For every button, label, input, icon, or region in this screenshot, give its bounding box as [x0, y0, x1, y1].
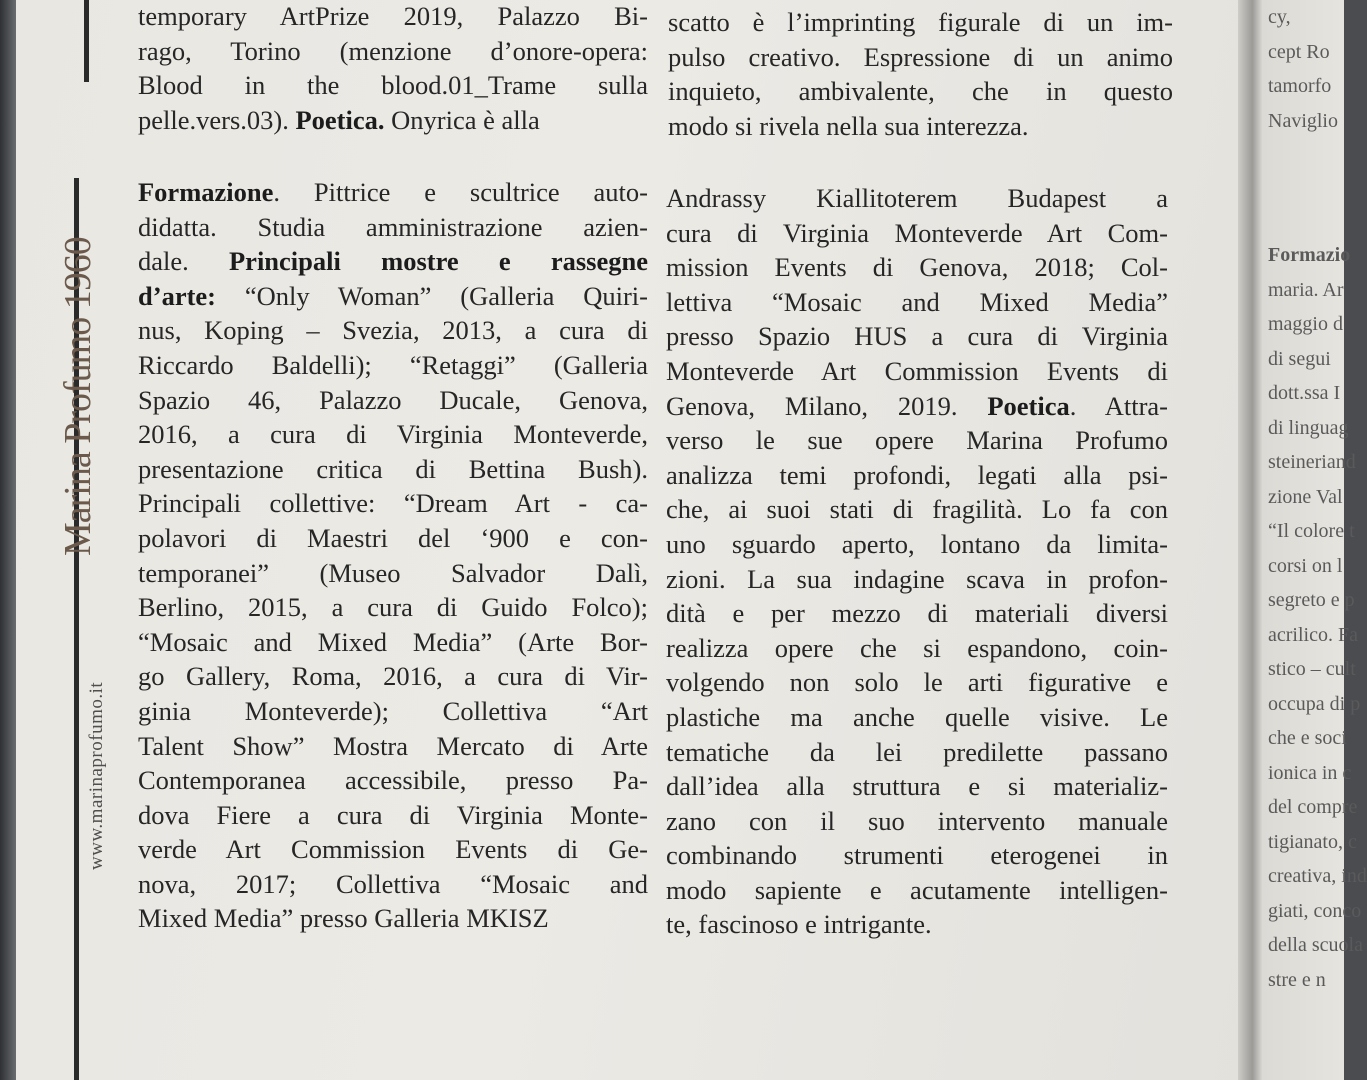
next-page-line: di segui — [1268, 347, 1331, 370]
text-line — [138, 175, 648, 210]
line-text: Talent Show” Mostra Mercato di Arte — [138, 730, 648, 761]
text-line — [666, 596, 1168, 631]
text-line — [666, 250, 1168, 285]
line-text: inquieto, ambivalente, che in questo — [668, 76, 1173, 107]
text-line — [666, 319, 1168, 354]
line-text: tematiche da lei predilette passano — [666, 736, 1168, 767]
next-page-line: dott.ssa I — [1268, 382, 1341, 404]
line-text: “Only Woman” (Galleria Quiri- — [216, 280, 648, 311]
line-text: dova Fiere a cura di Virginia Monte- — [138, 799, 648, 830]
line-text: nova, 2017; Collettiva “Mosaic and — [138, 868, 648, 899]
line-text: presso Spazio HUS a cura di Virginia — [666, 321, 1168, 352]
next-page-line: cy, — [1268, 6, 1291, 28]
line-text: . Pittrice e scultrice auto- — [273, 177, 648, 207]
line-text: Spazio 46, Palazzo Ducale, Genova, — [138, 384, 648, 415]
next-page-line: giati, conco — [1268, 899, 1362, 922]
line-text: . Attra- — [1069, 390, 1168, 421]
text-line — [138, 417, 648, 452]
line-text: ginia Monteverde); Collettiva “Art — [138, 695, 648, 726]
magazine-page — [16, 0, 1252, 1080]
next-page-column — [1268, 0, 1367, 997]
next-page-line: Formazio — [1268, 244, 1351, 266]
text-line — [138, 103, 648, 138]
text-line — [138, 694, 648, 729]
text-line — [666, 804, 1168, 839]
next-page-line: ionica in c — [1268, 761, 1352, 784]
column-left-top — [138, 0, 648, 137]
website-vertical: www.marinaprofumo.it — [86, 681, 107, 870]
line-text: volgendo non solo le arti figurative e — [666, 667, 1168, 698]
line-text: verso le sue opere Marina Profumo — [666, 425, 1168, 456]
line-text: dale. — [138, 246, 229, 277]
next-page-edge — [1262, 0, 1367, 1080]
text-line — [666, 216, 1168, 251]
text-line — [138, 34, 648, 69]
text-line — [138, 313, 648, 348]
birth-year: 1960 — [57, 237, 99, 310]
next-page-line: maggio d — [1268, 313, 1343, 335]
column-right-top — [668, 5, 1173, 143]
text-line — [138, 348, 648, 383]
line-text: nus, Koping – Svezia, 2013, a cura di — [138, 315, 648, 346]
line-text: analizza temi profondi, legati alla psi- — [666, 459, 1168, 490]
text-line — [668, 5, 1173, 40]
line-text: polavori di Maestri del ‘900 e con- — [138, 522, 648, 553]
text-line — [666, 285, 1168, 320]
text-line — [138, 383, 648, 418]
next-page-line: Naviglio — [1268, 109, 1338, 132]
bold-heading: Poetica. — [295, 104, 385, 135]
line-text: Andrassy Kiallitoterem Budapest a — [666, 183, 1168, 213]
column-left-main — [138, 175, 648, 936]
line-text: combinando strumenti eterogenei in — [666, 840, 1168, 871]
text-line — [666, 389, 1168, 424]
next-page-line: cept Ro — [1268, 40, 1330, 63]
next-page-line: maria. Ar — [1268, 278, 1344, 301]
text-line — [138, 763, 648, 798]
line-text: scatto è l’imprinting figurale di un im- — [668, 7, 1173, 37]
line-text: didatta. Studia amministrazione azien- — [138, 211, 648, 242]
artist-name: Marina Profumo — [57, 317, 99, 556]
bold-heading: Formazione — [138, 177, 274, 207]
line-text: che, ai suoi stati di fragilità. Lo fa con — [666, 494, 1168, 525]
line-text: zano con il suo intervento manuale — [666, 805, 1168, 836]
text-line — [666, 735, 1168, 770]
text-line — [666, 492, 1168, 527]
text-line — [666, 907, 1168, 942]
text-line — [666, 527, 1168, 562]
line-text: modo sapiente e acutamente intelligen- — [666, 874, 1168, 905]
line-text: temporary ArtPrize 2019, Palazzo Bi- — [138, 1, 648, 31]
text-line — [138, 521, 648, 556]
text-line — [138, 659, 648, 694]
text-line — [666, 631, 1168, 666]
line-text: cura di Virginia Monteverde Art Com- — [666, 217, 1168, 248]
line-text: verde Art Commission Events di Ge- — [138, 834, 648, 865]
bold-heading: d’arte: — [138, 280, 216, 311]
line-text: Contemporanea accessibile, presso Pa- — [138, 765, 648, 796]
line-text: pelle.vers.03). — [138, 104, 296, 135]
text-line — [668, 40, 1173, 75]
line-text: te, fascinoso e intrigante. — [666, 909, 932, 940]
next-page-line: tigianato, c — [1268, 830, 1357, 853]
next-page-line: del compre — [1268, 796, 1358, 818]
next-page-line: steineriand — [1268, 451, 1356, 473]
line-text: dall’idea alla struttura e si materializ- — [666, 771, 1168, 802]
text-line — [666, 838, 1168, 873]
line-text: Genova, Milano, 2019. — [666, 390, 988, 421]
next-page-line: “Il colore t — [1268, 520, 1355, 542]
line-text: dità e per mezzo di materiali diversi — [666, 598, 1168, 629]
text-line — [138, 244, 648, 279]
line-text: Onyrica è alla — [384, 104, 540, 135]
artist-name-vertical — [56, 237, 100, 556]
text-line — [138, 625, 648, 660]
next-page-line: acrilico. Fa — [1268, 623, 1358, 646]
text-line — [138, 556, 648, 591]
line-text: realizza opere che si espandono, coin- — [666, 632, 1168, 663]
text-line — [666, 873, 1168, 908]
text-line — [138, 452, 648, 487]
line-text: Blood in the blood.01_Trame sulla — [138, 70, 648, 101]
text-line — [666, 700, 1168, 735]
text-line — [666, 423, 1168, 458]
next-page-line: corsi on l — [1268, 554, 1343, 577]
next-page-line: che e soci — [1268, 727, 1347, 749]
line-text: lettiva “Mosaic and Mixed Media” — [666, 286, 1168, 317]
next-page-line: stre e n — [1268, 968, 1326, 991]
next-page-gap — [1268, 138, 1358, 238]
bold-heading: Principali mostre e rassegne — [229, 246, 648, 277]
text-line — [138, 210, 648, 245]
line-text: rago, Torino (menzione d’onore-opera: — [138, 35, 648, 66]
next-page-line: tamorfo — [1268, 75, 1332, 97]
next-page-line: creativa, ind — [1268, 865, 1367, 887]
next-page-line: della scuola — [1268, 934, 1363, 956]
text-line — [666, 562, 1168, 597]
line-text: Riccardo Baldelli); “Retaggi” (Galleria — [138, 349, 648, 380]
text-line — [138, 832, 648, 867]
line-text: plastiche ma anche quelle visive. Le — [666, 701, 1168, 732]
text-line — [138, 901, 648, 936]
next-page-line: stico – cult — [1268, 658, 1356, 680]
line-text: presentazione critica di Bettina Bush). — [138, 453, 648, 484]
line-text: Mixed Media” presso Galleria MKISZ — [138, 903, 549, 934]
line-text: Principali collettive: “Dream Art - ca- — [138, 488, 648, 519]
text-line — [666, 458, 1168, 493]
text-line — [138, 68, 648, 103]
next-page-line: occupa di p — [1268, 692, 1361, 715]
previous-page-edge — [0, 0, 16, 1080]
text-line — [666, 354, 1168, 389]
text-line — [138, 729, 648, 764]
line-text: Monteverde Art Commission Events di — [666, 355, 1168, 386]
next-page-line: segreto e p — [1268, 589, 1355, 611]
text-line — [138, 590, 648, 625]
next-page-line: di linguag — [1268, 416, 1349, 439]
line-text: pulso creativo. Espressione di un animo — [668, 41, 1173, 72]
text-line — [666, 181, 1168, 216]
line-text: uno sguardo aperto, lontano da limita- — [666, 528, 1168, 559]
text-line — [668, 74, 1173, 109]
book-gutter — [1238, 0, 1262, 1080]
bold-heading: Poetica — [987, 390, 1070, 421]
text-line — [666, 769, 1168, 804]
vertical-rule-top — [84, 0, 89, 82]
text-line — [138, 486, 648, 521]
text-line — [666, 665, 1168, 700]
line-text: 2016, a cura di Virginia Monteverde, — [138, 419, 648, 450]
text-line — [138, 279, 648, 314]
line-text: mission Events di Genova, 2018; Col- — [666, 252, 1168, 283]
line-text: zioni. La sua indagine scava in profon- — [666, 563, 1168, 594]
line-text: go Gallery, Roma, 2016, a cura di Vir- — [138, 661, 648, 692]
line-text: “Mosaic and Mixed Media” (Arte Bor- — [138, 626, 648, 657]
text-line — [668, 109, 1173, 144]
text-line — [138, 0, 648, 34]
text-line — [138, 798, 648, 833]
line-text: modo si rivela nella sua interezza. — [668, 110, 1029, 141]
text-line — [138, 867, 648, 902]
line-text: temporanei” (Museo Salvador Dalì, — [138, 557, 648, 588]
column-right-main — [666, 181, 1168, 942]
line-text: Berlino, 2015, a cura di Guido Folco); — [138, 592, 648, 623]
next-page-line: zione Val — [1268, 485, 1343, 508]
